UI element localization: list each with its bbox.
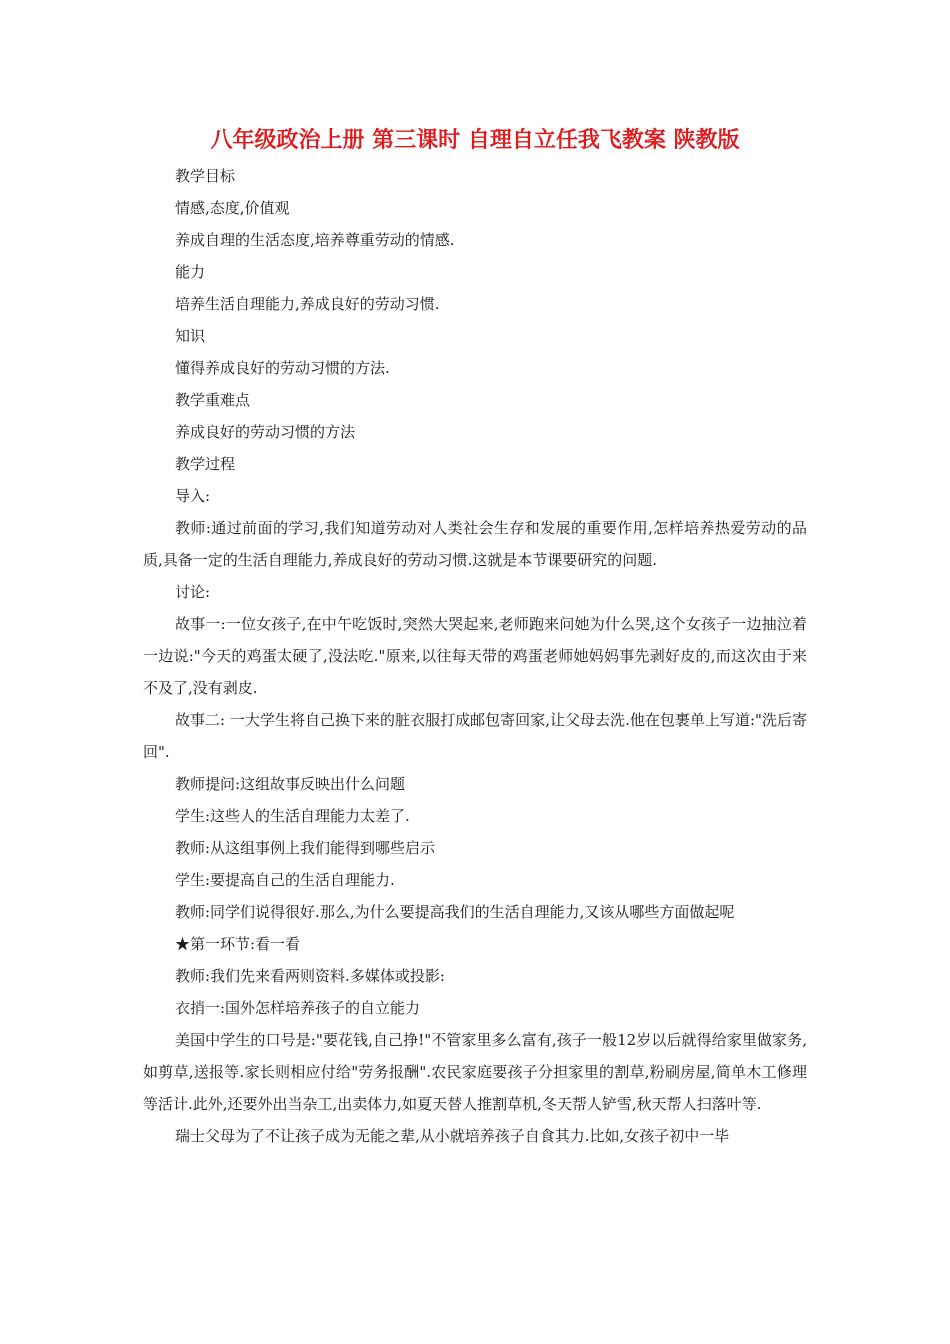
document-title: 八年级政治上册 第三课时 自理自立任我飞教案 陕教版	[210, 128, 740, 153]
paragraph: 导入:	[175, 487, 211, 505]
paragraph: 故事一:一位女孩子,在中午吃饭时,突然大哭起来,老师跑来问她为什么哭,这个女孩子一边抽泣着一边说:"今天的鸡蛋太硬了,没法吃."原来,以往每天带的鸡蛋老师她妈妈事先剥好皮的,而这次由于来不及了,没有剥皮.	[143, 615, 807, 697]
paragraph: 瑞士父母为了不让孩子成为无能之辈,从小就培养孩子自食其力.比如,女孩子初中一毕	[175, 1127, 730, 1145]
paragraph: 教师提问:这组故事反映出什么问题	[175, 775, 406, 793]
paragraph: ★第一环节:看一看	[175, 935, 301, 953]
paragraph: 教师:同学们说得很好.那么,为什么要提高我们的生活自理能力,又该从哪些方面做起呢	[175, 903, 735, 921]
paragraph: 美国中学生的口号是:"要花钱,自己挣!"不管家里多么富有,孩子一般12岁以后就得给家里做家务,如剪草,送报等.家长则相应付给"劳务报酬".农民家庭要孩子分担家里的割草,粉刷房屋,简单木工修理等活计.此外,还要外出当杂工,出卖体力,如夏天替人推割草机,冬天帮人铲雪,秋天帮人扫落叶等.	[143, 1031, 807, 1113]
paragraph: 情感,态度,价值观	[175, 199, 290, 217]
paragraph: 知识	[175, 327, 206, 345]
paragraph: 学生:要提高自己的生活自理能力.	[175, 871, 395, 889]
document-body	[143, 160, 807, 1152]
paragraph: 养成自理的生活态度,培养尊重劳动的情感.	[175, 231, 455, 249]
paragraph: 故事二: 一大学生将自己换下来的脏衣服打成邮包寄回家,让父母去洗.他在包裹单上写道:"洗后寄回".	[143, 711, 807, 761]
paragraph: 能力	[175, 263, 206, 281]
paragraph: 讨论:	[175, 583, 211, 601]
paragraph: 教学重难点	[175, 391, 251, 409]
paragraph: 衣捎一:国外怎样培养孩子的自立能力	[175, 999, 421, 1017]
paragraph: 学生:这些人的生活自理能力太差了.	[175, 807, 410, 825]
paragraph: 养成良好的劳动习惯的方法	[175, 423, 356, 441]
paragraph: 教师:从这组事例上我们能得到哪些启示	[175, 839, 436, 857]
paragraph: 教师:通过前面的学习,我们知道劳动对人类社会生存和发展的重要作用,怎样培养热爱劳动的品质,具备一定的生活自理能力,养成良好的劳动习惯.这就是本节课要研究的问题.	[143, 519, 807, 569]
paragraph: 教学目标	[175, 167, 236, 185]
paragraph: 培养生活自理能力,养成良好的劳动习惯.	[175, 295, 440, 313]
paragraph: 懂得养成良好的劳动习惯的方法.	[175, 359, 390, 377]
paragraph: 教师:我们先来看两则资料.多媒体或投影:	[175, 967, 445, 985]
paragraph: 教学过程	[175, 455, 236, 473]
